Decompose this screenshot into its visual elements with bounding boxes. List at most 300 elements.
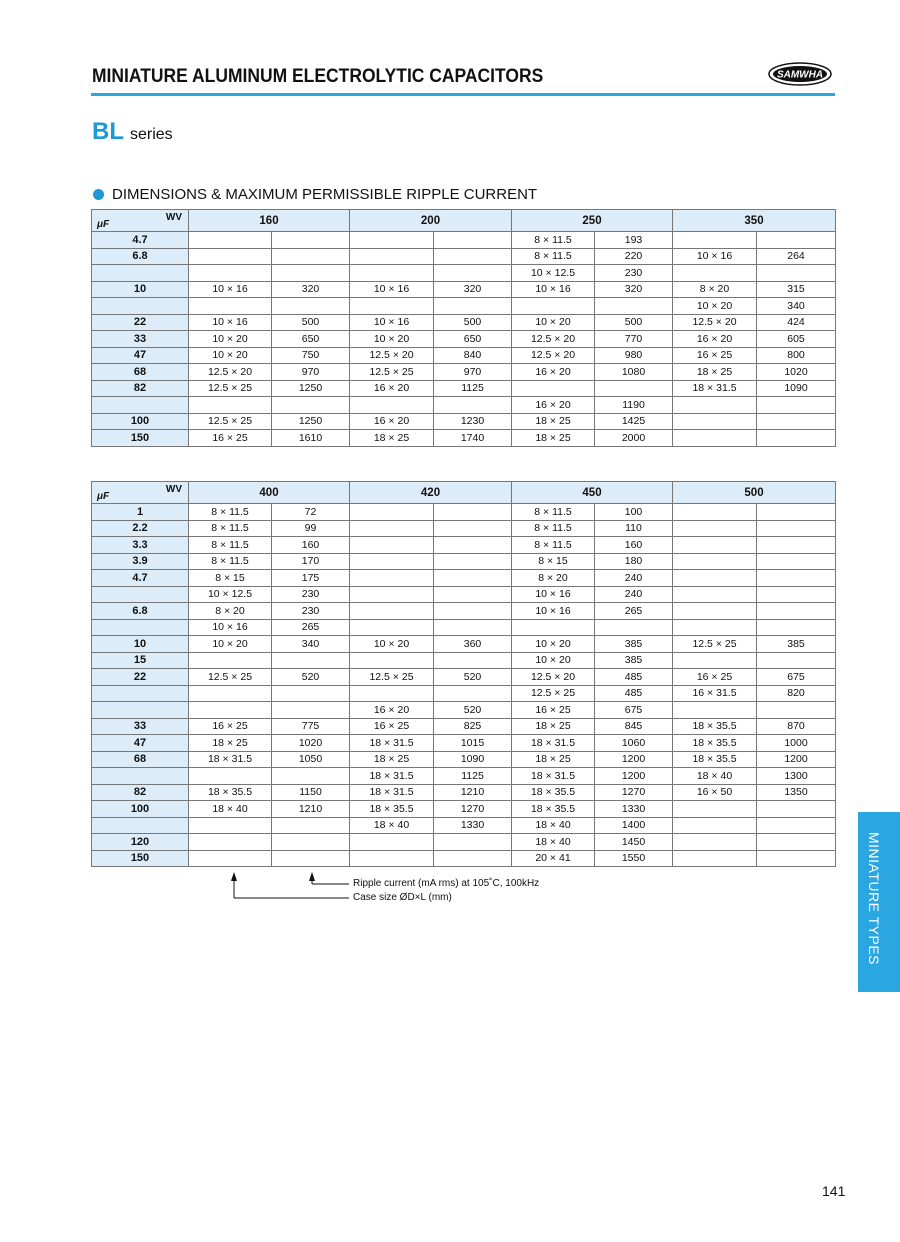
ripple-current-cell: 520 xyxy=(272,669,350,686)
case-size-cell: 10 × 12.5 xyxy=(189,586,272,603)
ripple-current-cell: 1190 xyxy=(595,397,673,414)
case-size-cell: 16 × 25 xyxy=(673,347,757,364)
table-row xyxy=(92,347,836,364)
case-size-cell xyxy=(189,768,272,785)
table-row xyxy=(92,504,836,521)
ripple-current-cell: 424 xyxy=(757,314,836,331)
ripple-current-cell: 315 xyxy=(757,281,836,298)
case-size-cell: 16 × 20 xyxy=(350,380,434,397)
ripple-current-cell xyxy=(272,248,350,265)
ripple-current-cell xyxy=(434,397,512,414)
ripple-current-cell: 230 xyxy=(272,586,350,603)
ripple-current-cell xyxy=(434,850,512,867)
table-row xyxy=(92,586,836,603)
case-size-cell: 8 × 15 xyxy=(189,570,272,587)
case-size-cell: 18 × 25 xyxy=(512,751,595,768)
ripple-current-cell: 500 xyxy=(595,314,673,331)
case-size-cell xyxy=(189,248,272,265)
case-size-cell: 16 × 25 xyxy=(512,702,595,719)
case-size-cell xyxy=(189,685,272,702)
ripple-current-cell xyxy=(757,652,836,669)
ripple-current-cell: 1200 xyxy=(595,768,673,785)
table-row xyxy=(92,817,836,834)
ripple-current-cell xyxy=(272,768,350,785)
capacitance-cell: 6.8 xyxy=(92,248,189,265)
case-size-cell: 8 × 11.5 xyxy=(512,232,595,249)
table-row xyxy=(92,751,836,768)
case-size-cell: 10 × 20 xyxy=(189,636,272,653)
capacitance-cell xyxy=(92,265,189,282)
table-row xyxy=(92,850,836,867)
case-size-cell: 18 × 25 xyxy=(512,413,595,430)
case-size-cell: 10 × 20 xyxy=(512,314,595,331)
ripple-current-cell xyxy=(434,570,512,587)
ripple-current-cell: 605 xyxy=(757,331,836,348)
ripple-current-cell xyxy=(434,265,512,282)
case-size-cell: 12.5 × 25 xyxy=(673,636,757,653)
case-size-cell xyxy=(189,702,272,719)
ripple-current-cell: 180 xyxy=(595,553,673,570)
ripple-current-cell: 840 xyxy=(434,347,512,364)
case-size-cell xyxy=(350,248,434,265)
capacitance-cell: 4.7 xyxy=(92,570,189,587)
ripple-current-cell xyxy=(757,801,836,818)
ripple-current-cell xyxy=(272,397,350,414)
case-size-cell: 8 × 15 xyxy=(512,553,595,570)
case-size-cell: 12.5 × 25 xyxy=(189,669,272,686)
ripple-current-cell xyxy=(595,298,673,315)
case-size-cell: 16 × 20 xyxy=(512,397,595,414)
ripple-current-cell: 1230 xyxy=(434,413,512,430)
case-size-cell: 8 × 20 xyxy=(673,281,757,298)
section-title: DIMENSIONS & MAXIMUM PERMISSIBLE RIPPLE CURRENT xyxy=(112,186,538,203)
case-size-cell xyxy=(512,380,595,397)
capacitance-cell: 1 xyxy=(92,504,189,521)
ripple-table-2 xyxy=(91,481,836,867)
case-size-cell: 10 × 20 xyxy=(512,652,595,669)
case-size-cell xyxy=(350,504,434,521)
ripple-current-cell: 1020 xyxy=(757,364,836,381)
ripple-current-cell: 1060 xyxy=(595,735,673,752)
legend-ripple: Ripple current (mA rms) at 105˚C, 100kHz xyxy=(353,878,540,889)
case-size-cell xyxy=(673,232,757,249)
ripple-current-cell xyxy=(272,850,350,867)
table-row xyxy=(92,397,836,414)
table-row xyxy=(92,537,836,554)
ripple-current-cell xyxy=(434,248,512,265)
ripple-current-cell xyxy=(434,520,512,537)
case-size-cell: 18 × 35.5 xyxy=(350,801,434,818)
table-row xyxy=(92,636,836,653)
table-row xyxy=(92,430,836,447)
page-title: MINIATURE ALUMINUM ELECTROLYTIC CAPACITORS xyxy=(92,66,544,87)
ripple-current-cell: 385 xyxy=(757,636,836,653)
ripple-current-cell xyxy=(757,232,836,249)
case-size-cell xyxy=(673,570,757,587)
case-size-cell: 18 × 31.5 xyxy=(673,380,757,397)
case-size-cell: 18 × 31.5 xyxy=(189,751,272,768)
case-size-cell xyxy=(673,265,757,282)
ripple-current-cell: 650 xyxy=(434,331,512,348)
ripple-current-cell xyxy=(272,685,350,702)
section-heading xyxy=(93,186,537,203)
voltage-header: 400 xyxy=(189,482,350,504)
ripple-current-cell: 265 xyxy=(595,603,673,620)
case-size-cell xyxy=(673,413,757,430)
case-size-cell: 12.5 × 25 xyxy=(512,685,595,702)
ripple-current-cell: 1080 xyxy=(595,364,673,381)
case-size-cell: 18 × 25 xyxy=(512,718,595,735)
ripple-current-cell: 1015 xyxy=(434,735,512,752)
case-size-cell: 16 × 25 xyxy=(189,718,272,735)
table-row xyxy=(92,314,836,331)
case-size-cell xyxy=(350,586,434,603)
capacitance-cell: 68 xyxy=(92,751,189,768)
ripple-current-cell: 1150 xyxy=(272,784,350,801)
case-size-cell: 16 × 20 xyxy=(512,364,595,381)
ripple-current-cell: 240 xyxy=(595,586,673,603)
case-size-cell xyxy=(189,652,272,669)
ripple-current-cell xyxy=(757,834,836,851)
case-size-cell: 18 × 25 xyxy=(512,430,595,447)
case-size-cell xyxy=(189,298,272,315)
capacitance-cell: 22 xyxy=(92,669,189,686)
ripple-current-cell: 264 xyxy=(757,248,836,265)
ripple-current-cell: 485 xyxy=(595,685,673,702)
table-row xyxy=(92,735,836,752)
table-body xyxy=(92,504,836,867)
capacitance-cell xyxy=(92,702,189,719)
table-row xyxy=(92,364,836,381)
ripple-current-cell xyxy=(434,232,512,249)
ripple-current-cell: 1550 xyxy=(595,850,673,867)
capacitance-cell: 10 xyxy=(92,636,189,653)
ripple-current-cell xyxy=(757,520,836,537)
case-size-cell xyxy=(673,603,757,620)
ripple-current-cell: 1125 xyxy=(434,380,512,397)
ripple-current-cell: 240 xyxy=(595,570,673,587)
ripple-current-cell: 870 xyxy=(757,718,836,735)
case-size-cell: 8 × 20 xyxy=(189,603,272,620)
case-size-cell: 8 × 11.5 xyxy=(512,520,595,537)
case-size-cell xyxy=(673,834,757,851)
ripple-current-cell: 1400 xyxy=(595,817,673,834)
ripple-current-cell: 1250 xyxy=(272,413,350,430)
table-corner xyxy=(92,210,189,232)
capacitance-cell xyxy=(92,817,189,834)
ripple-current-cell: 485 xyxy=(595,669,673,686)
table-row xyxy=(92,553,836,570)
case-size-cell: 10 × 20 xyxy=(189,331,272,348)
case-size-cell: 12.5 × 25 xyxy=(189,380,272,397)
samwha-logo xyxy=(767,60,833,88)
capacitance-cell: 15 xyxy=(92,652,189,669)
ripple-current-cell: 820 xyxy=(757,685,836,702)
ripple-current-cell: 385 xyxy=(595,636,673,653)
case-size-cell xyxy=(673,817,757,834)
case-size-cell: 16 × 31.5 xyxy=(673,685,757,702)
case-size-cell xyxy=(673,850,757,867)
case-size-cell xyxy=(673,652,757,669)
table-row xyxy=(92,784,836,801)
case-size-cell: 12.5 × 25 xyxy=(350,669,434,686)
case-size-cell: 16 × 25 xyxy=(350,718,434,735)
ripple-current-cell: 1090 xyxy=(434,751,512,768)
capacitance-cell: 47 xyxy=(92,735,189,752)
case-size-cell: 18 × 25 xyxy=(350,430,434,447)
case-size-cell: 18 × 35.5 xyxy=(673,751,757,768)
ripple-current-cell: 770 xyxy=(595,331,673,348)
side-tab-label: MINIATURE TYPES xyxy=(866,832,882,966)
ripple-current-cell xyxy=(757,504,836,521)
case-size-cell xyxy=(189,817,272,834)
ripple-current-cell xyxy=(272,817,350,834)
case-size-cell xyxy=(189,834,272,851)
case-size-cell xyxy=(673,553,757,570)
case-size-cell: 16 × 20 xyxy=(350,702,434,719)
case-size-cell: 18 × 35.5 xyxy=(512,801,595,818)
case-size-cell: 8 × 11.5 xyxy=(189,504,272,521)
case-size-cell xyxy=(673,801,757,818)
table-body xyxy=(92,232,836,447)
case-size-cell: 10 × 20 xyxy=(512,636,595,653)
capacitance-cell: 82 xyxy=(92,380,189,397)
case-size-cell: 18 × 31.5 xyxy=(350,784,434,801)
case-size-cell: 16 × 25 xyxy=(189,430,272,447)
case-size-cell: 10 × 16 xyxy=(512,281,595,298)
ripple-current-cell: 320 xyxy=(434,281,512,298)
case-size-cell: 10 × 20 xyxy=(673,298,757,315)
ripple-current-cell: 1050 xyxy=(272,751,350,768)
ripple-current-cell: 970 xyxy=(434,364,512,381)
case-size-cell: 20 × 41 xyxy=(512,850,595,867)
case-size-cell: 12.5 × 20 xyxy=(350,347,434,364)
series-code: BL xyxy=(92,118,124,145)
ripple-current-cell: 193 xyxy=(595,232,673,249)
ripple-current-cell: 825 xyxy=(434,718,512,735)
capacitance-cell: 10 xyxy=(92,281,189,298)
ripple-current-cell xyxy=(272,652,350,669)
table-row xyxy=(92,520,836,537)
ripple-current-cell xyxy=(434,504,512,521)
ripple-current-cell xyxy=(272,702,350,719)
case-size-cell: 16 × 50 xyxy=(673,784,757,801)
table-row xyxy=(92,768,836,785)
ripple-current-cell: 1300 xyxy=(757,768,836,785)
table-row xyxy=(92,718,836,735)
case-size-cell: 10 × 16 xyxy=(673,248,757,265)
ripple-current-cell xyxy=(434,298,512,315)
ripple-current-cell: 2000 xyxy=(595,430,673,447)
case-size-cell xyxy=(512,298,595,315)
case-size-cell: 18 × 35.5 xyxy=(189,784,272,801)
side-tab xyxy=(858,812,900,992)
case-size-cell: 18 × 31.5 xyxy=(350,768,434,785)
case-size-cell xyxy=(350,603,434,620)
case-size-cell xyxy=(350,834,434,851)
uf-label: μF xyxy=(97,491,110,502)
case-size-cell: 8 × 11.5 xyxy=(189,537,272,554)
case-size-cell xyxy=(673,586,757,603)
case-size-cell: 18 × 35.5 xyxy=(673,735,757,752)
ripple-current-cell xyxy=(757,397,836,414)
case-size-cell: 16 × 20 xyxy=(350,413,434,430)
ripple-current-cell: 970 xyxy=(272,364,350,381)
table-corner xyxy=(92,482,189,504)
case-size-cell: 18 × 35.5 xyxy=(512,784,595,801)
case-size-cell: 12.5 × 20 xyxy=(512,347,595,364)
case-size-cell xyxy=(350,537,434,554)
capacitance-cell xyxy=(92,768,189,785)
ripple-current-cell: 175 xyxy=(272,570,350,587)
case-size-cell xyxy=(673,537,757,554)
ripple-current-cell xyxy=(272,265,350,282)
ripple-current-cell: 160 xyxy=(595,537,673,554)
case-size-cell: 12.5 × 25 xyxy=(350,364,434,381)
ripple-current-cell: 1350 xyxy=(757,784,836,801)
table-row xyxy=(92,232,836,249)
ripple-current-cell: 675 xyxy=(595,702,673,719)
ripple-current-cell xyxy=(434,553,512,570)
case-size-cell: 18 × 31.5 xyxy=(512,768,595,785)
ripple-current-cell: 385 xyxy=(595,652,673,669)
ripple-current-cell: 110 xyxy=(595,520,673,537)
capacitance-cell: 33 xyxy=(92,331,189,348)
ripple-current-cell: 230 xyxy=(272,603,350,620)
case-size-cell: 12.5 × 25 xyxy=(189,413,272,430)
ripple-current-cell: 500 xyxy=(434,314,512,331)
table-row xyxy=(92,380,836,397)
capacitance-cell: 33 xyxy=(92,718,189,735)
ripple-current-cell xyxy=(434,586,512,603)
ripple-current-cell: 1200 xyxy=(595,751,673,768)
table-row xyxy=(92,652,836,669)
table-row xyxy=(92,298,836,315)
table-row xyxy=(92,603,836,620)
legend-arrows xyxy=(231,872,371,902)
case-size-cell: 18 × 25 xyxy=(350,751,434,768)
case-size-cell: 18 × 40 xyxy=(673,768,757,785)
ripple-current-cell: 675 xyxy=(757,669,836,686)
table-row xyxy=(92,685,836,702)
capacitance-cell: 100 xyxy=(92,801,189,818)
capacitance-cell: 68 xyxy=(92,364,189,381)
case-size-cell: 10 × 20 xyxy=(350,331,434,348)
ripple-current-cell: 1270 xyxy=(595,784,673,801)
ripple-current-cell: 99 xyxy=(272,520,350,537)
ripple-current-cell: 1450 xyxy=(595,834,673,851)
ripple-current-cell: 320 xyxy=(272,281,350,298)
ripple-current-cell xyxy=(434,537,512,554)
case-size-cell xyxy=(350,652,434,669)
ripple-current-cell xyxy=(757,619,836,636)
case-size-cell: 8 × 11.5 xyxy=(512,248,595,265)
voltage-header: 200 xyxy=(350,210,512,232)
table-row xyxy=(92,281,836,298)
case-size-cell: 10 × 16 xyxy=(189,281,272,298)
case-size-cell: 18 × 40 xyxy=(350,817,434,834)
table-row xyxy=(92,702,836,719)
case-size-cell: 10 × 16 xyxy=(189,314,272,331)
ripple-current-cell: 520 xyxy=(434,669,512,686)
capacitance-cell: 150 xyxy=(92,850,189,867)
voltage-header: 500 xyxy=(673,482,836,504)
case-size-cell: 12.5 × 20 xyxy=(189,364,272,381)
table-row xyxy=(92,413,836,430)
table-row xyxy=(92,570,836,587)
ripple-current-cell xyxy=(757,570,836,587)
ripple-current-cell: 230 xyxy=(595,265,673,282)
ripple-current-cell: 220 xyxy=(595,248,673,265)
ripple-current-cell: 340 xyxy=(272,636,350,653)
case-size-cell: 12.5 × 20 xyxy=(512,669,595,686)
ripple-current-cell: 1250 xyxy=(272,380,350,397)
case-size-cell: 10 × 16 xyxy=(189,619,272,636)
case-size-cell xyxy=(189,265,272,282)
ripple-current-cell xyxy=(757,603,836,620)
case-size-cell xyxy=(189,397,272,414)
capacitance-cell: 150 xyxy=(92,430,189,447)
capacitance-cell: 4.7 xyxy=(92,232,189,249)
logo-text: SAMWHA xyxy=(776,69,824,81)
ripple-current-cell xyxy=(757,537,836,554)
table-row xyxy=(92,801,836,818)
ripple-current-cell: 1020 xyxy=(272,735,350,752)
ripple-current-cell: 500 xyxy=(272,314,350,331)
capacitance-cell xyxy=(92,298,189,315)
case-size-cell xyxy=(673,430,757,447)
table-row xyxy=(92,331,836,348)
case-size-cell: 16 × 25 xyxy=(673,669,757,686)
ripple-current-cell xyxy=(434,834,512,851)
ripple-current-cell xyxy=(757,817,836,834)
case-size-cell: 12.5 × 20 xyxy=(512,331,595,348)
case-size-cell: 18 × 31.5 xyxy=(512,735,595,752)
header-rule xyxy=(91,93,835,96)
voltage-header: 350 xyxy=(673,210,836,232)
case-size-cell xyxy=(350,520,434,537)
case-size-cell: 18 × 35.5 xyxy=(673,718,757,735)
ripple-current-cell: 1000 xyxy=(757,735,836,752)
case-size-cell: 8 × 20 xyxy=(512,570,595,587)
ripple-current-cell: 1200 xyxy=(757,751,836,768)
case-size-cell xyxy=(673,520,757,537)
case-size-cell xyxy=(673,619,757,636)
wv-label: WV xyxy=(165,212,182,223)
case-size-cell xyxy=(512,619,595,636)
capacitance-cell xyxy=(92,586,189,603)
case-size-cell: 18 × 25 xyxy=(189,735,272,752)
case-size-cell: 10 × 20 xyxy=(350,636,434,653)
case-size-cell xyxy=(673,702,757,719)
page-number: 141 xyxy=(822,1183,846,1199)
ripple-current-cell: 800 xyxy=(757,347,836,364)
case-size-cell: 8 × 11.5 xyxy=(512,504,595,521)
ripple-current-cell: 170 xyxy=(272,553,350,570)
case-size-cell xyxy=(350,265,434,282)
ripple-current-cell: 1425 xyxy=(595,413,673,430)
case-size-cell: 18 × 31.5 xyxy=(350,735,434,752)
ripple-current-cell: 980 xyxy=(595,347,673,364)
table-row xyxy=(92,619,836,636)
ripple-current-cell: 340 xyxy=(757,298,836,315)
case-size-cell: 10 × 16 xyxy=(512,586,595,603)
wv-label: WV xyxy=(165,484,182,495)
case-size-cell: 10 × 16 xyxy=(350,281,434,298)
capacitance-cell xyxy=(92,619,189,636)
ripple-current-cell: 1740 xyxy=(434,430,512,447)
capacitance-cell xyxy=(92,685,189,702)
